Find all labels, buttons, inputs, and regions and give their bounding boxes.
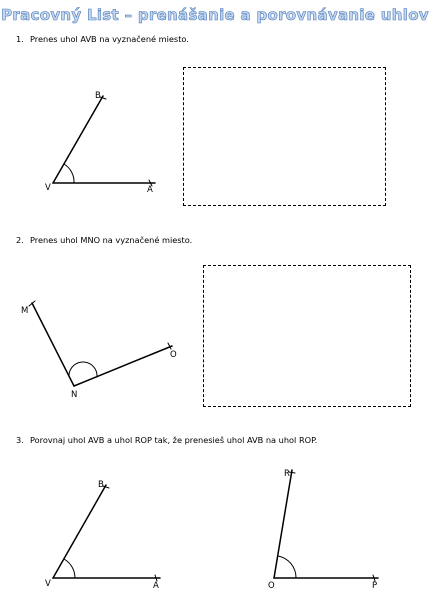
angle-avb-2 [53, 485, 160, 581]
angle-mno [29, 301, 172, 386]
angle-arc-mno [69, 362, 97, 377]
task-3-number: 3. [16, 435, 24, 445]
label-n: N [71, 390, 78, 400]
label-b-2: B [98, 480, 104, 490]
angle-avb-1 [53, 96, 155, 186]
task-3-text: Porovnaj uhol AVB a uhol ROP tak, že prenesieš uhol AVB na uhol ROP. [30, 435, 318, 445]
task-1-text: Prenes uhol AVB na vyznačené miesto. [30, 34, 189, 44]
task-2-number: 2. [16, 235, 24, 245]
ray-vb-1 [53, 96, 103, 183]
label-p: P [372, 581, 378, 591]
label-o: O [170, 350, 177, 360]
label-o-rop: O [268, 581, 275, 591]
page-title: Pracovný List – prenášanie a porovnávanie uhlov [1, 6, 429, 24]
ray-nm [32, 303, 74, 386]
ray-no [74, 346, 172, 386]
angle-arc-1 [64, 164, 74, 183]
label-b-1: B [95, 91, 101, 101]
label-r: R [284, 469, 290, 479]
ray-vb-2 [53, 485, 106, 578]
task-1-number: 1. [16, 34, 24, 44]
angle-rop [274, 470, 378, 581]
tick-m [29, 301, 35, 306]
label-v-2: V [45, 579, 51, 589]
angle-arc-rop [278, 556, 296, 578]
task-2-text: Prenes uhol MNO na vyznačené miesto. [30, 235, 193, 245]
label-a-2: A [153, 581, 159, 591]
angle-arc-2 [64, 559, 75, 578]
label-a-1: A [147, 185, 153, 195]
label-v-1: V [45, 183, 51, 193]
label-m: M [21, 306, 29, 316]
